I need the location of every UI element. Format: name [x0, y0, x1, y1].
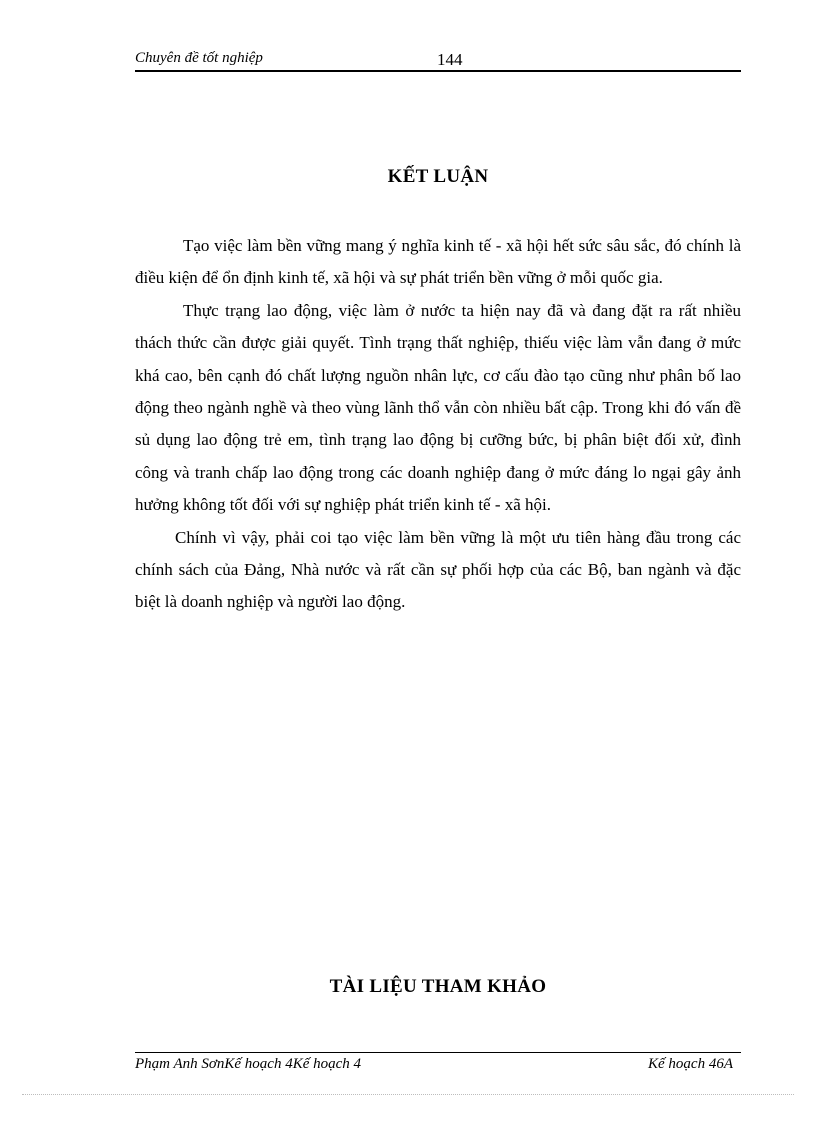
paragraph-1: Tạo việc làm bền vững mang ý nghĩa kinh tế - xã hội hết sức sâu sắc, đó chính là điều kiện để ổn định kinh tế, xã hội và sự phát triển bền vững ở mỗi quốc gia. — [135, 236, 741, 288]
references-title: TÀI LIỆU THAM KHẢO — [329, 976, 547, 997]
footer-author: Phạm Anh SơnKế hoạch 4Kế hoạch 4 — [135, 1056, 362, 1072]
body-text — [135, 230, 741, 619]
header-title: Chuyên đề tốt nghiệp — [135, 50, 263, 66]
paragraph-3: Chính vì vậy, phải coi tạo việc làm bền vững là một ưu tiên hàng đầu trong các chính sách của Đảng, Nhà nước và rất cần sự phối hợp của các Bộ, ban ngành và đặc biệt là doanh nghiệp và người lao động. — [135, 527, 741, 612]
section-title: KẾT LUẬN — [387, 166, 489, 187]
page-footer — [135, 1052, 741, 1073]
page-number: 144 — [437, 50, 463, 69]
page-header — [135, 48, 741, 72]
page-border-divider — [22, 1094, 794, 1095]
footer-class: Kế hoạch 46A — [648, 1056, 733, 1072]
paragraph-2: Thực trạng lao động, việc làm ở nước ta hiện nay đã và đang đặt ra rất nhiều thách thức cần được giải quyết. Tình trạng thất nghiệp, thiếu việc làm vẫn đang ở mức khá cao, bên cạnh đó chất lượng nguồn nhân lực, cơ cấu đào tạo cũng như phân bố lao động theo ngành nghề và theo vùng lãnh thổ vẫn còn nhiều bất cập. Trong khi đó vấn đề sủ dụng lao động trẻ em, tình trạng lao động bị cưỡng bức, bị phân biệt đối xử, đình công và tranh chấp lao động trong các doanh nghiệp đang ở mức đáng lo ngại gây ảnh hưởng không tốt đối với sự nghiệp phát triển kinh tế - xã hội. — [135, 300, 741, 515]
